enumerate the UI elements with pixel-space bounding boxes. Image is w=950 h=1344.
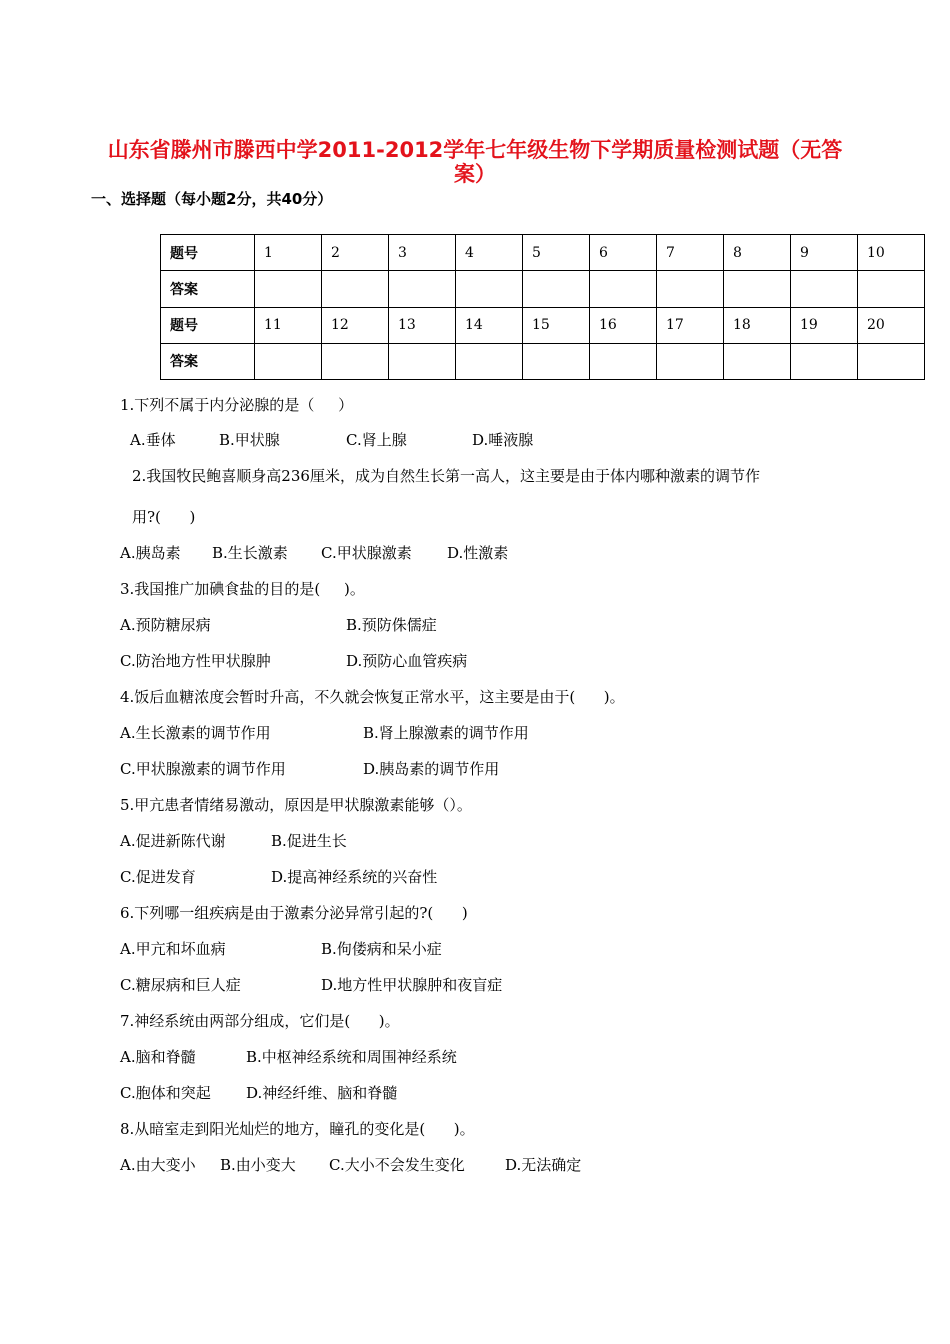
question-number-cell: 3 <box>389 235 456 271</box>
question-8-option-d: D.无法确定 <box>505 1156 582 1174</box>
question-3-option-d: D.预防心血管疾病 <box>346 652 468 670</box>
question-1-option-c: C.肾上腺 <box>346 431 407 449</box>
answer-table <box>160 234 925 380</box>
table-row-answers-1 <box>161 271 925 307</box>
question-8-option-b: B.由小变大 <box>220 1156 296 1174</box>
document-title <box>80 138 870 186</box>
question-4-option-c: C.甲状腺激素的调节作用 <box>120 760 286 778</box>
answer-cell[interactable] <box>322 343 389 379</box>
question-1-option-b: B.甲状腺 <box>219 431 280 449</box>
answer-cell[interactable] <box>657 271 724 307</box>
answer-cell[interactable] <box>322 271 389 307</box>
title-line-1: 山东省滕州市滕西中学2011-2012学年七年级生物下学期质量检测试题（无答 <box>107 138 843 162</box>
question-2-stem-line-2: 用?( ) <box>132 508 196 526</box>
question-number-cell: 10 <box>858 235 925 271</box>
question-3-option-c: C.防治地方性甲状腺肿 <box>120 652 271 670</box>
question-number-cell: 17 <box>657 307 724 343</box>
question-1-stem: 1.下列不属于内分泌腺的是（ ） <box>120 396 354 414</box>
question-number-cell: 8 <box>724 235 791 271</box>
question-number-cell: 19 <box>791 307 858 343</box>
table-row-numbers-1 <box>161 235 925 271</box>
row-label-answer: 答案 <box>161 343 255 379</box>
table-row-answers-2 <box>161 343 925 379</box>
question-4-stem: 4.饭后血糖浓度会暂时升高，不久就会恢复正常水平，这主要是由于( )。 <box>120 688 625 706</box>
question-2-option-b: B.生长激素 <box>212 544 288 562</box>
question-number-cell: 2 <box>322 235 389 271</box>
question-8-option-a: A.由大变小 <box>120 1156 196 1174</box>
table-row-numbers-2 <box>161 307 925 343</box>
answer-cell[interactable] <box>791 343 858 379</box>
answer-cell[interactable] <box>389 343 456 379</box>
question-6-option-a: A.甲亢和坏血病 <box>120 940 226 958</box>
question-2-option-a: A.胰岛素 <box>120 544 181 562</box>
question-number-cell: 16 <box>590 307 657 343</box>
question-7-option-c: C.胞体和突起 <box>120 1084 211 1102</box>
answer-cell[interactable] <box>858 271 925 307</box>
answer-cell[interactable] <box>255 343 322 379</box>
question-6-option-d: D.地方性甲状腺肿和夜盲症 <box>321 976 503 994</box>
question-number-cell: 11 <box>255 307 322 343</box>
question-4-option-b: B.肾上腺激素的调节作用 <box>363 724 529 742</box>
answer-cell[interactable] <box>590 271 657 307</box>
question-5-stem: 5.甲亢患者情绪易激动，原因是甲状腺激素能够（）。 <box>120 796 472 814</box>
question-5-option-d: D.提高神经系统的兴奋性 <box>271 868 438 886</box>
question-4-option-d: D.胰岛素的调节作用 <box>363 760 500 778</box>
question-7-option-d: D.神经纤维、脑和脊髓 <box>246 1084 398 1102</box>
question-1-option-d: D.唾液腺 <box>472 431 534 449</box>
question-3-option-b: B.预防侏儒症 <box>346 616 437 634</box>
row-label-number: 题号 <box>161 307 255 343</box>
question-5-option-a: A.促进新陈代谢 <box>120 832 226 850</box>
answer-cell[interactable] <box>389 271 456 307</box>
question-number-cell: 12 <box>322 307 389 343</box>
question-7-stem: 7.神经系统由两部分组成，它们是( )。 <box>120 1012 400 1030</box>
answer-cell[interactable] <box>456 271 523 307</box>
question-8-stem: 8.从暗室走到阳光灿烂的地方，瞳孔的变化是( )。 <box>120 1120 475 1138</box>
answer-cell[interactable] <box>858 343 925 379</box>
question-2-option-d: D.性激素 <box>447 544 509 562</box>
question-5-option-c: C.促进发育 <box>120 868 196 886</box>
question-number-cell: 4 <box>456 235 523 271</box>
question-1-option-a: A.垂体 <box>130 431 176 449</box>
question-number-cell: 7 <box>657 235 724 271</box>
question-4-option-a: A.生长激素的调节作用 <box>120 724 271 742</box>
answer-cell[interactable] <box>791 271 858 307</box>
row-label-number: 题号 <box>161 235 255 271</box>
question-number-cell: 20 <box>858 307 925 343</box>
answer-cell[interactable] <box>590 343 657 379</box>
question-number-cell: 9 <box>791 235 858 271</box>
question-7-option-a: A.脑和脊髓 <box>120 1048 196 1066</box>
question-3-stem: 3.我国推广加碘食盐的目的是( )。 <box>120 580 365 598</box>
answer-cell[interactable] <box>523 343 590 379</box>
question-number-cell: 18 <box>724 307 791 343</box>
question-3-option-a: A.预防糖尿病 <box>120 616 211 634</box>
question-number-cell: 15 <box>523 307 590 343</box>
question-7-option-b: B.中枢神经系统和周围神经系统 <box>246 1048 457 1066</box>
question-6-option-c: C.糖尿病和巨人症 <box>120 976 241 994</box>
answer-cell[interactable] <box>724 343 791 379</box>
row-label-answer: 答案 <box>161 271 255 307</box>
answer-cell[interactable] <box>255 271 322 307</box>
question-6-stem: 6.下列哪一组疾病是由于激素分泌异常引起的?( ) <box>120 904 468 922</box>
answer-cell[interactable] <box>523 271 590 307</box>
section-heading: 一、选择题（每小题2分，共40分） <box>91 190 333 208</box>
answer-cell[interactable] <box>456 343 523 379</box>
question-number-cell: 14 <box>456 307 523 343</box>
question-2-stem-line-1: 2.我国牧民鲍喜顺身高236厘米，成为自然生长第一高人，这主要是由于体内哪种激素的调节作 <box>132 467 760 485</box>
answer-cell[interactable] <box>657 343 724 379</box>
answer-cell[interactable] <box>724 271 791 307</box>
question-2-option-c: C.甲状腺激素 <box>321 544 412 562</box>
question-6-option-b: B.佝偻病和呆小症 <box>321 940 442 958</box>
question-5-option-b: B.促进生长 <box>271 832 347 850</box>
question-number-cell: 1 <box>255 235 322 271</box>
question-number-cell: 13 <box>389 307 456 343</box>
question-number-cell: 6 <box>590 235 657 271</box>
title-line-2: 案） <box>454 162 496 186</box>
question-8-option-c: C.大小不会发生变化 <box>329 1156 465 1174</box>
question-number-cell: 5 <box>523 235 590 271</box>
